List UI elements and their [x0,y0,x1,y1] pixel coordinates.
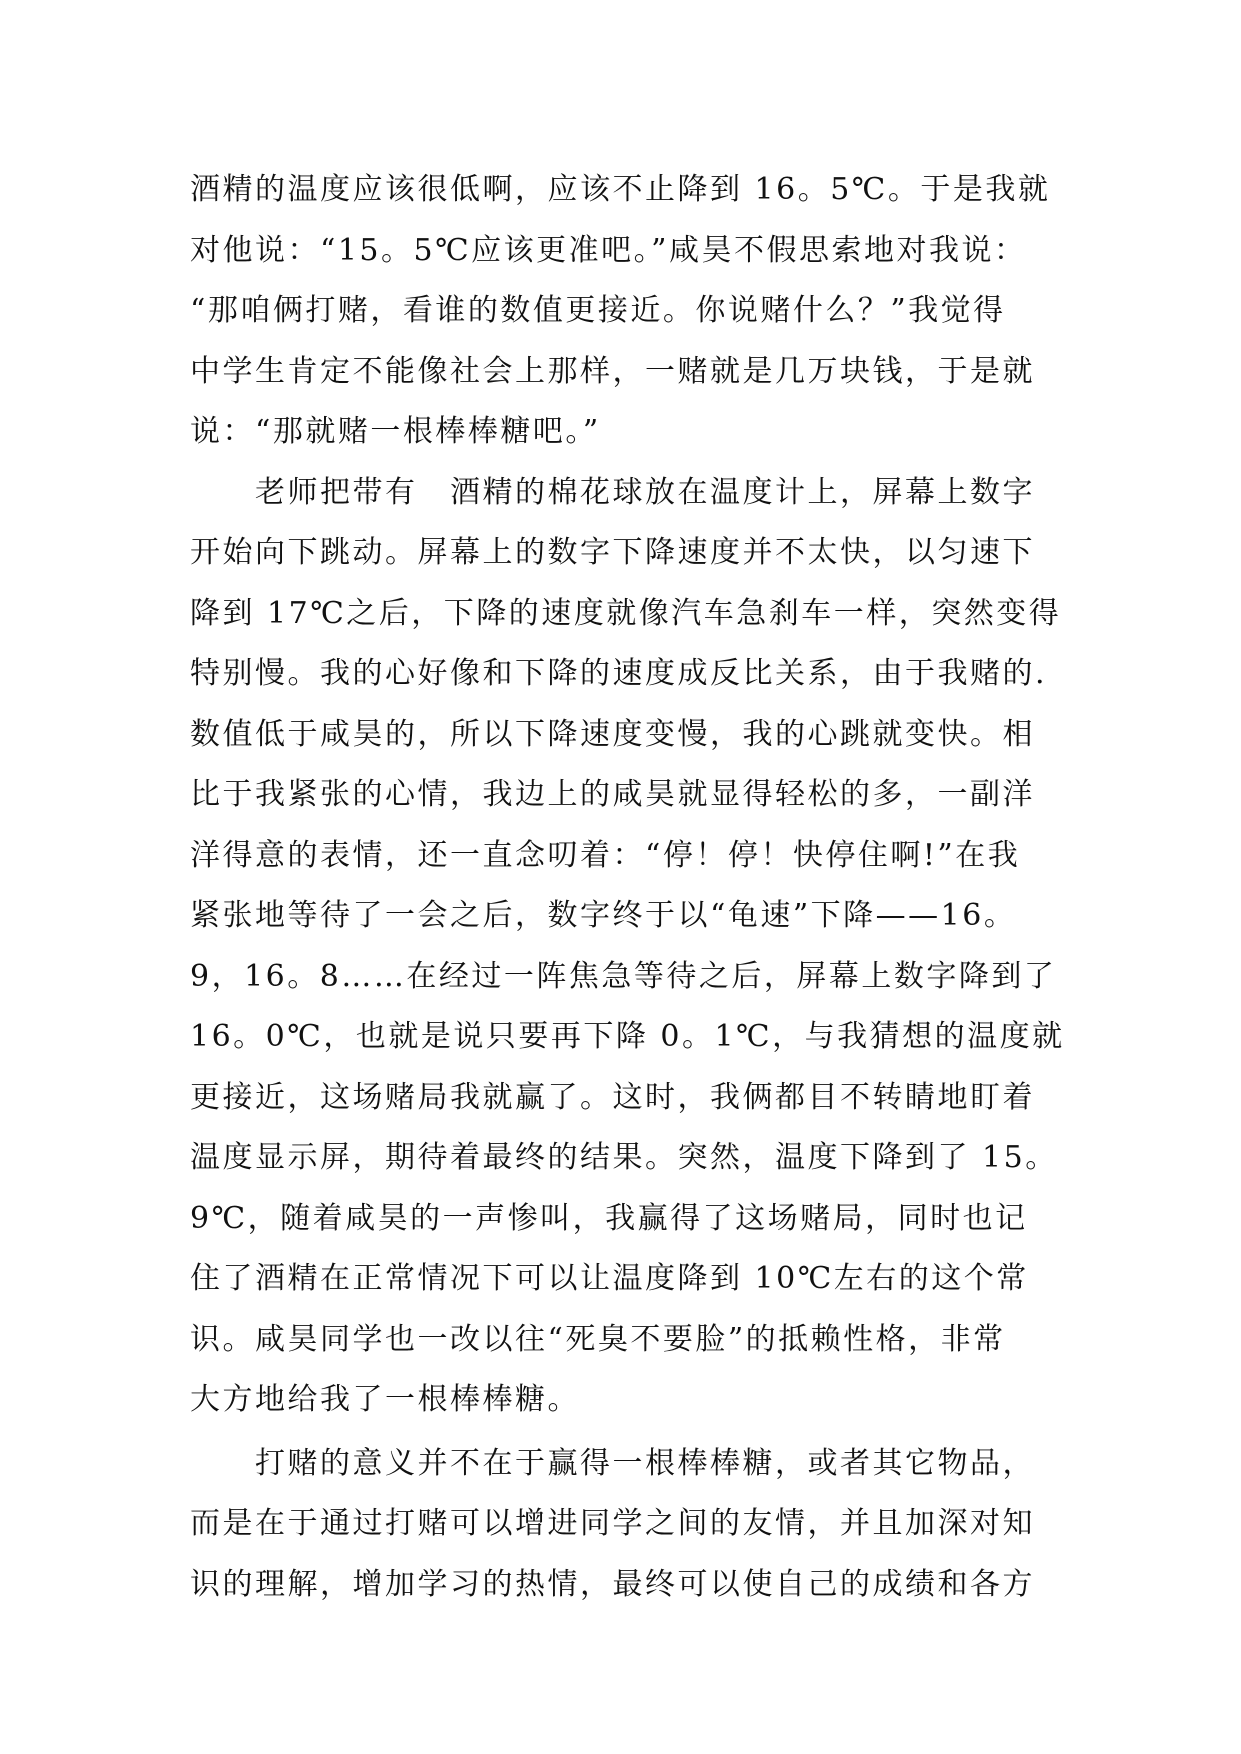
text-line: 洋得意的表情，还一直念叨着：“停！停！快停住啊!”在我 [190,837,1021,873]
paragraph-start-line: 打赌的意义并不在于赢得一根棒棒糖，或者其它物品， [190,1445,1035,1481]
text-line: 住了酒精在正常情况下可以让温度降到 10℃左右的这个常 [190,1261,1029,1296]
text-line: 特别慢。我的心好像和下降的速度成反比关系，由于我赌的. [190,656,1048,691]
text-line: 识的理解，增加学习的热情，最终可以使自己的成绩和各方 [190,1566,1035,1602]
text-line: 中学生肯定不能像社会上那样，一赌就是几万块钱，于是就 [190,353,1035,389]
text-line: 降到 17℃之后，下降的速度就像汽车急刹车一样，突然变得 [190,595,1062,631]
text-line: 9，16。8……在经过一阵焦急等待之后，屏幕上数字降到了 [190,958,1057,994]
text-line: 温度显示屏，期待着最终的结果。突然，温度下降到了 15。 [190,1140,1058,1175]
text-line: 16。0℃，也就是说只要再下降 0。1℃，与我猜想的温度就 [190,1019,1065,1054]
text-line: 更接近，这场赌局我就赢了。这时，我俩都目不转睛地盯着 [190,1079,1035,1115]
text-line: 开始向下跳动。屏幕上的数字下降速度并不太快，以匀速下 [190,535,1035,570]
text-line: 酒精的温度应该很低啊，应该不止降到 16。5℃。于是我就 [190,172,1051,207]
text-line: “那咱俩打赌，看谁的数值更接近。你说赌什么？”我觉得 [190,293,1006,328]
text-line: 说：“那就赌一根棒棒糖吧。” [190,414,601,449]
paragraph-start-line: 老师把带有 酒精的棉花球放在温度计上，屏幕上数字 [190,474,1035,510]
text-line: 大方地给我了一根棒棒糖。 [190,1382,580,1417]
text-line: 紧张地等待了一会之后，数字终于以“龟速”下降——16。 [190,898,1017,933]
text-line: 对他说：“15。5℃应该更准吧。”咸昊不假思索地对我说： [190,232,1027,268]
text-line: 9℃，随着咸昊的一声惨叫，我赢得了这场赌局，同时也记 [190,1200,1028,1236]
text-line: 识。咸昊同学也一改以往“死臭不要脸”的抵赖性格，非常 [190,1321,1006,1357]
body-text [190,160,1070,1615]
text-line: 数值低于咸昊的，所以下降速度变慢，我的心跳就变快。相 [190,716,1035,752]
text-line: 比于我紧张的心情，我边上的咸昊就显得轻松的多，一副洋 [190,777,1035,812]
text-line: 而是在于通过打赌可以增进同学之间的友情，并且加深对知 [190,1506,1035,1541]
